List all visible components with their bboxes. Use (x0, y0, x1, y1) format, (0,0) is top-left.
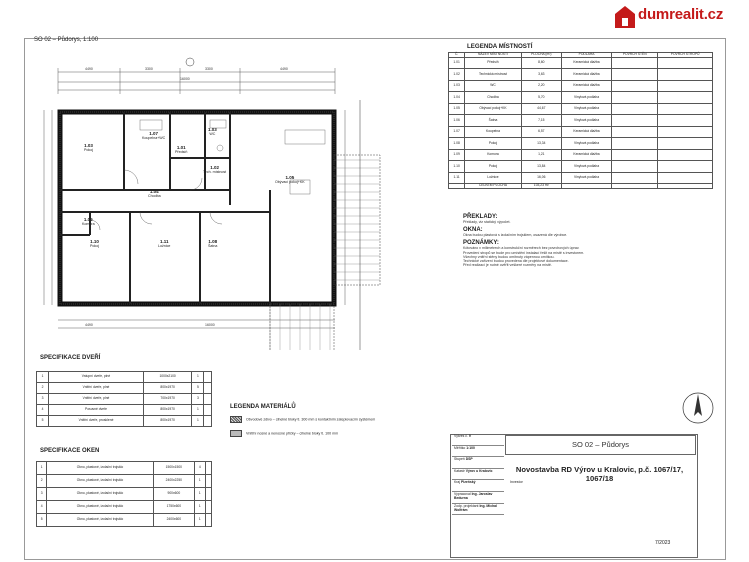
windows-heading: OKNA: (463, 227, 483, 234)
col-header: POVRCH STĚN (612, 53, 658, 58)
materials-legend-title: LEGENDA MATERIÁLŮ (230, 404, 296, 410)
room-name: Ložnice (158, 244, 171, 248)
doors-spec-title: SPECIFIKACE DVEŘÍ (40, 355, 101, 361)
floor-plan (30, 50, 450, 350)
col-header: POVRCH STROPŮ (658, 53, 713, 58)
svg-text:3300: 3300 (145, 67, 153, 71)
table-row: 1.02 Technická místnost 3,63 Keramická dlažba (449, 69, 713, 81)
room-number: 1.03 (84, 143, 93, 148)
investor-label: Investor (510, 480, 523, 484)
table-row: 1.11 Ložnice 16,06 Vinylová podlaha (449, 172, 713, 184)
drawing-number: 7/2023 (655, 540, 671, 546)
north-arrow-icon (680, 390, 716, 426)
table-row: 1.07 Koupelna 6,57 Keramická dlažba (449, 126, 713, 138)
room-name: WC (209, 132, 216, 136)
rooms-legend-title: LEGENDA MÍSTNOSTÍ (467, 43, 533, 50)
doors-spec-table (36, 371, 212, 427)
table-row: 1.06 Šatna 7,15 Vinylová podlaha (449, 115, 713, 127)
room-name: Pokoj (90, 244, 99, 248)
table-row: 2 Vnitřní dveře, plné 800x1970 5 (37, 383, 212, 394)
room-number: 1.01 (176, 145, 186, 150)
logo-text: dumrealit.cz (638, 6, 724, 23)
col-header: NÁZEV MÍSTNOSTI (465, 53, 522, 58)
svg-text:16000: 16000 (205, 323, 215, 327)
remark-item: Kótováno v milimetrech a konstrukční rozměrech bez povrchových úprav. (463, 246, 580, 251)
table-row: 5 Vnitřní dveře, prosklené 800x1970 1 (37, 416, 212, 427)
table-row: 3 Vnitřní dveře, plné 700x1970 3 (37, 394, 212, 405)
room-number: 1.11 (159, 239, 169, 244)
svg-text:4490: 4490 (85, 323, 93, 327)
col-header: Č. (449, 53, 465, 58)
material-item: Vnitřní nosné a nenosné příčky – cihelné bloky tl. 100 mm (230, 430, 440, 437)
material-item: Obvodové zdivo – cihelné bloky tl. 300 mm s kontaktním zateplovacím systémem (230, 416, 440, 423)
room-name: Pokoj (84, 148, 93, 152)
room-name: Tech. místnost (203, 170, 227, 174)
house-logo-icon (614, 5, 636, 29)
room-number: 1.04 (149, 189, 159, 194)
title-block-fields: Výkres č. 9 Měřítko 1:100 Stupeň DSP Katastr Výrov u Kralovic Kraj Plzeňský Vypracoval Ing. Jaroslav Bedurna Zodp. projektant Ing. Michal Wolfrám (452, 434, 504, 515)
svg-text:4490: 4490 (85, 67, 93, 71)
table-row: 4 Posuvné dveře 800x1970 1 (37, 405, 212, 416)
table-total-row: CELKEM PLOCHA 103,23 m² (449, 184, 713, 189)
table-row: 1 Okno, plastové, izolační trojsklo 1500x1500 4 (37, 462, 212, 475)
notes-block (463, 211, 713, 267)
rooms-legend-table (448, 52, 713, 189)
table-row: 1 Vstupní dveře, plné 1000x2100 1 (37, 372, 212, 383)
room-number: 1.03 (208, 127, 217, 132)
room-name: Šatna (208, 244, 218, 248)
room-number: 1.09 (83, 217, 93, 222)
drawing-title: SO 02 – Půdorys (505, 435, 696, 455)
room-name: Koupelna+WC (142, 136, 166, 140)
remark-item: Technické zařízení budou provedena dle projektové dokumentace. (463, 259, 569, 264)
svg-text:16000: 16000 (180, 77, 190, 81)
table-row: 1.08 Pokoj 13,34 Vinylová podlaha (449, 138, 713, 150)
remark-item: Všechny vnitřní stěny budou omítnuty vápennou omítkou. (463, 254, 555, 259)
remark-item: Provedení stropů se bude pro umístění instalací řešit na místě s investorem. (463, 250, 585, 255)
room-number: 1.10 (90, 239, 99, 244)
room-number: 1.02 (210, 165, 219, 170)
table-row: 1.05 Obývací pokoj+KK 44,67 Vinylová podlaha (449, 103, 713, 115)
room-name: Obývací pokoj+KK (275, 180, 305, 184)
plan-title: SO 02 – Půdorys, 1:100 (34, 37, 99, 43)
col-header: PODLAHA (561, 53, 611, 58)
room-number: 1.08 (208, 239, 218, 244)
table-row: 1.01 Předsíň 8,60 Keramická dlažba (449, 57, 713, 69)
col-header: PLOCHA (m²) (521, 53, 561, 58)
windows-text: Okna budou plastová s izolačním trojsklem, osazená dle výrobce. (463, 233, 568, 238)
project-title: Novostavba RD Výrov u Kralovic, p.č. 1067/17, 1067/18 (515, 465, 684, 483)
table-row: 1.04 Chodba 5,70 Vinylová podlaha (449, 92, 713, 104)
windows-spec-title: SPECIFIKACE OKEN (40, 448, 100, 454)
remark-item: Před realizací je nutné ověřit veškeré rozměry na místě. (463, 263, 552, 268)
table-row: 4 Okno, plastové, izolační trojsklo 1750x600 1 (37, 501, 212, 514)
table-row: 2 Okno, plastové, izolační trojsklo 2400x2250 1 (37, 475, 212, 488)
windows-spec-table (36, 461, 212, 527)
hatch-swatch-icon (230, 416, 242, 423)
room-number: 1.05 (285, 175, 295, 180)
lintels-heading: PŘEKLADY: (463, 214, 498, 220)
table-row: 1.09 Komora 1,21 Keramická dlažba (449, 149, 713, 161)
svg-text:3300: 3300 (205, 67, 213, 71)
gray-swatch-icon (230, 430, 242, 437)
remarks-heading: POZNÁMKY: (463, 240, 499, 247)
room-name: Chodba (148, 194, 161, 198)
lintels-text: Překlady, viz statický výpočet. (463, 220, 511, 224)
table-row: 3 Okno, plastové, izolační trojsklo 900x600 1 (37, 488, 212, 501)
room-name: Komora (82, 222, 95, 226)
table-row: 5 Okno, plastové, izolační trojsklo 2400x600 1 (37, 514, 212, 527)
room-number: 1.07 (149, 131, 159, 136)
svg-text:4490: 4490 (280, 67, 288, 71)
table-row: 1.03 WC 2,20 Keramická dlažba (449, 80, 713, 92)
room-name: Předsíň (175, 150, 188, 154)
table-row: 1.10 Pokoj 13,84 Vinylová podlaha (449, 161, 713, 173)
